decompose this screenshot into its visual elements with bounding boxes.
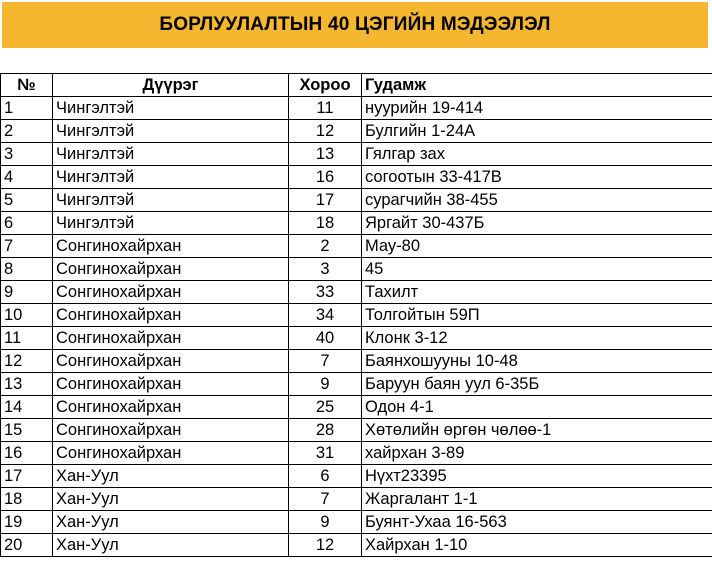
cell-street: нуурийн 19-414: [362, 97, 712, 120]
cell-district: Хан-Уул: [53, 534, 289, 557]
cell-khoroo: 9: [289, 373, 362, 396]
table-row: [1, 97, 712, 120]
table-row: [1, 189, 712, 212]
cell-street: Баруун баян уул 6-35Б: [362, 373, 712, 396]
cell-khoroo: 7: [289, 488, 362, 511]
cell-street: Яргайт 30-437Б: [362, 212, 712, 235]
cell-number: 2: [1, 120, 53, 143]
sales-points-table: [0, 73, 712, 557]
cell-number: 12: [1, 350, 53, 373]
cell-number: 6: [1, 212, 53, 235]
cell-khoroo: 34: [289, 304, 362, 327]
header-number: №: [1, 74, 53, 97]
cell-street: сурагчийн 38-455: [362, 189, 712, 212]
cell-street: согоотын 33-417В: [362, 166, 712, 189]
cell-district: Сонгинохайрхан: [53, 327, 289, 350]
cell-khoroo: 40: [289, 327, 362, 350]
cell-district: Чингэлтэй: [53, 166, 289, 189]
cell-street: Нүхт23395: [362, 465, 712, 488]
cell-khoroo: 9: [289, 511, 362, 534]
cell-district: Сонгинохайрхан: [53, 304, 289, 327]
cell-number: 16: [1, 442, 53, 465]
cell-khoroo: 3: [289, 258, 362, 281]
table-row: [1, 166, 712, 189]
cell-khoroo: 31: [289, 442, 362, 465]
table-row: [1, 396, 712, 419]
cell-district: Чингэлтэй: [53, 189, 289, 212]
cell-street: Жаргалант 1-1: [362, 488, 712, 511]
cell-district: Хан-Уул: [53, 465, 289, 488]
cell-street: хайрхан 3-89: [362, 442, 712, 465]
cell-district: Сонгинохайрхан: [53, 258, 289, 281]
cell-street: Тахилт: [362, 281, 712, 304]
cell-street: Мау-80: [362, 235, 712, 258]
table-row: [1, 327, 712, 350]
table-row: [1, 373, 712, 396]
cell-number: 11: [1, 327, 53, 350]
cell-number: 14: [1, 396, 53, 419]
cell-khoroo: 12: [289, 120, 362, 143]
page-title-banner: [2, 2, 708, 48]
page-title: БОРЛУУЛАЛТЫН 40 ЦЭГИЙН МЭДЭЭЛЭЛ: [159, 14, 551, 35]
table-row: [1, 235, 712, 258]
cell-district: Чингэлтэй: [53, 120, 289, 143]
cell-street: Хайрхан 1-10: [362, 534, 712, 557]
cell-khoroo: 18: [289, 212, 362, 235]
cell-number: 7: [1, 235, 53, 258]
table-row: [1, 488, 712, 511]
cell-district: Сонгинохайрхан: [53, 396, 289, 419]
cell-number: 20: [1, 534, 53, 557]
cell-khoroo: 16: [289, 166, 362, 189]
cell-street: 45: [362, 258, 712, 281]
cell-district: Хан-Уул: [53, 488, 289, 511]
cell-street: Булгийн 1-24А: [362, 120, 712, 143]
header-district: Дүүрэг: [53, 74, 289, 97]
cell-number: 10: [1, 304, 53, 327]
cell-street: Толгойтын 59П: [362, 304, 712, 327]
cell-khoroo: 11: [289, 97, 362, 120]
cell-khoroo: 13: [289, 143, 362, 166]
table-row: [1, 511, 712, 534]
cell-district: Чингэлтэй: [53, 97, 289, 120]
table-row: [1, 281, 712, 304]
cell-number: 17: [1, 465, 53, 488]
cell-khoroo: 33: [289, 281, 362, 304]
table-row: [1, 534, 712, 557]
header-khoroo: Хороо: [289, 74, 362, 97]
cell-district: Сонгинохайрхан: [53, 442, 289, 465]
cell-khoroo: 25: [289, 396, 362, 419]
table-row: [1, 465, 712, 488]
table-row: [1, 304, 712, 327]
cell-district: Сонгинохайрхан: [53, 281, 289, 304]
table-row: [1, 350, 712, 373]
cell-number: 9: [1, 281, 53, 304]
cell-street: Гялгар зах: [362, 143, 712, 166]
cell-khoroo: 7: [289, 350, 362, 373]
cell-khoroo: 6: [289, 465, 362, 488]
cell-street: Одон 4-1: [362, 396, 712, 419]
cell-khoroo: 17: [289, 189, 362, 212]
cell-district: Сонгинохайрхан: [53, 350, 289, 373]
table-header-row: [1, 74, 712, 97]
cell-street: Баянхошууны 10-48: [362, 350, 712, 373]
header-street: Гудамж: [362, 74, 712, 97]
cell-street: Клонк 3-12: [362, 327, 712, 350]
table-row: [1, 419, 712, 442]
cell-khoroo: 12: [289, 534, 362, 557]
cell-number: 15: [1, 419, 53, 442]
cell-district: Чингэлтэй: [53, 143, 289, 166]
cell-number: 5: [1, 189, 53, 212]
cell-number: 8: [1, 258, 53, 281]
cell-number: 4: [1, 166, 53, 189]
cell-district: Хан-Уул: [53, 511, 289, 534]
cell-khoroo: 28: [289, 419, 362, 442]
cell-number: 1: [1, 97, 53, 120]
cell-district: Сонгинохайрхан: [53, 419, 289, 442]
cell-street: Хөтөлийн өргөн чөлөө-1: [362, 419, 712, 442]
cell-number: 3: [1, 143, 53, 166]
table-row: [1, 143, 712, 166]
table-row: [1, 258, 712, 281]
cell-district: Сонгинохайрхан: [53, 373, 289, 396]
table-row: [1, 120, 712, 143]
cell-street: Буянт-Ухаа 16-563: [362, 511, 712, 534]
cell-number: 13: [1, 373, 53, 396]
table-row: [1, 212, 712, 235]
cell-district: Сонгинохайрхан: [53, 235, 289, 258]
cell-district: Чингэлтэй: [53, 212, 289, 235]
cell-number: 18: [1, 488, 53, 511]
cell-khoroo: 2: [289, 235, 362, 258]
table-row: [1, 442, 712, 465]
cell-number: 19: [1, 511, 53, 534]
